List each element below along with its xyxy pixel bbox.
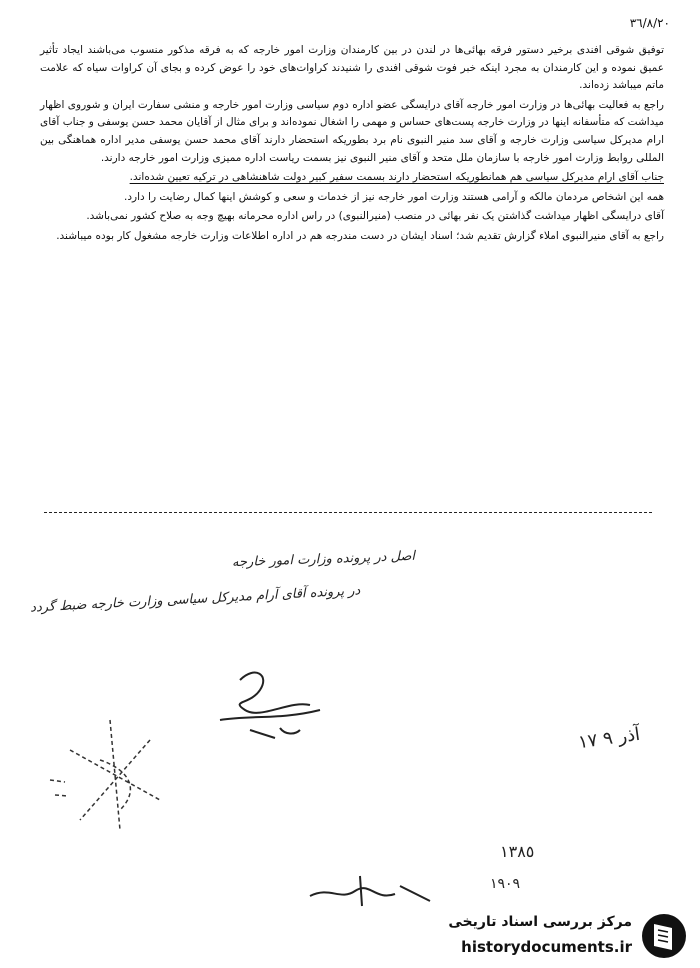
bottom-signature-icon [300,866,440,916]
scribble-signature-icon [40,710,180,840]
paragraph-5: آقای درایسگی اظهار میداشت گذاشتن یک نفر بهائی در منصب (منیرالنبوی) در راس اداره محرمانه بهیچ وجه به صلاح کشور نمی‌باشد. [86,210,664,223]
paragraph-3: جناب آقای ارام مدیرکل سیاسی هم همانطوریکه استحضار دارند بسمت سفیر کبیر دولت شاهنشاهی در ترکیه تعیین شده‌اند. [129,171,664,184]
handwritten-note-1: اصل در پرونده وزارت امور خارجه [231,548,416,571]
watermark-title: مرکز بررسی اسناد تاریخی [448,914,632,930]
margin-note: ۱۷ آذر ۹ [576,723,642,754]
file-code-number: ١٩٠٩ [490,876,521,892]
document-date: ٣٦/٨/٢٠ [629,16,670,30]
archive-emblem-icon [638,910,690,962]
paragraph-6: راجع به آقای منیرالنبوی املاء گزارش تقدیم شد؛ اسناد ایشان در دست مندرجه هم در اداره اطلاعات وزارت خارجه مشغول کار بوده میباشند. [56,229,664,242]
paragraph-2: راجع به فعالیت بهائی‌ها در وزارت امور خارجه آقای درایسگی عضو اداره دوم سیاسی وزارت امور خارجه و منشی سفارت ایران و شوروی اظهار میداشت که متأسفانه اینها در وزارت خارجه پست‌های حساس و مهمی را اشغال نموده‌اند و برای مثال از آقایان محمد حسن یوسفی و جناب آقای ارام مدیرکل سیاسی وزارت خارجه و آقای سد منیر النبوی نام برد بطوریکه استحضار دارند آقای محمد حسن یوسفی مدیر اداره هماهنگی بین المللی روابط وزارت امور خارجه با سازمان ملل متحد و آقای منیر النبوی نیز بسمت ریاست اداره ممیزی وزارت امور خارجه دارند. [40,98,664,164]
paragraph-4: همه این اشخاص مردمان مالکه و آرامی هستند وزارت امور خارجه نیز از خدمات و سعی و کوشش اینها کمال رضایت را دارد. [124,190,664,203]
signature-icon [200,660,330,750]
watermark-url: historydocuments.ir [461,938,632,956]
handwritten-note-2: در پرونده آقای آرام مدیرکل سیاسی وزارت خارجه ضبط گردد [29,583,361,616]
separator-line [44,512,652,513]
file-year-number: ١٣٨٥ [500,842,535,861]
watermark-logo [428,908,698,964]
typed-report [40,42,664,248]
paragraph-1: توفیق شوقی افندی برخیر دستور فرقه بهائی‌ها در لندن در بین کارمندان وزارت امور خارجه که به فرقه مذکور منسوب می‌باشند ایجاد تأثیر عمیق نموده و این کارمندان به مجرد اینکه خبر فوت شوقی افندی را شنیدند کراوات‌های خود را عوض کرده و بجای آن کراوات سیاه که علامت ماتم میباشد زده‌اند. [40,44,664,92]
